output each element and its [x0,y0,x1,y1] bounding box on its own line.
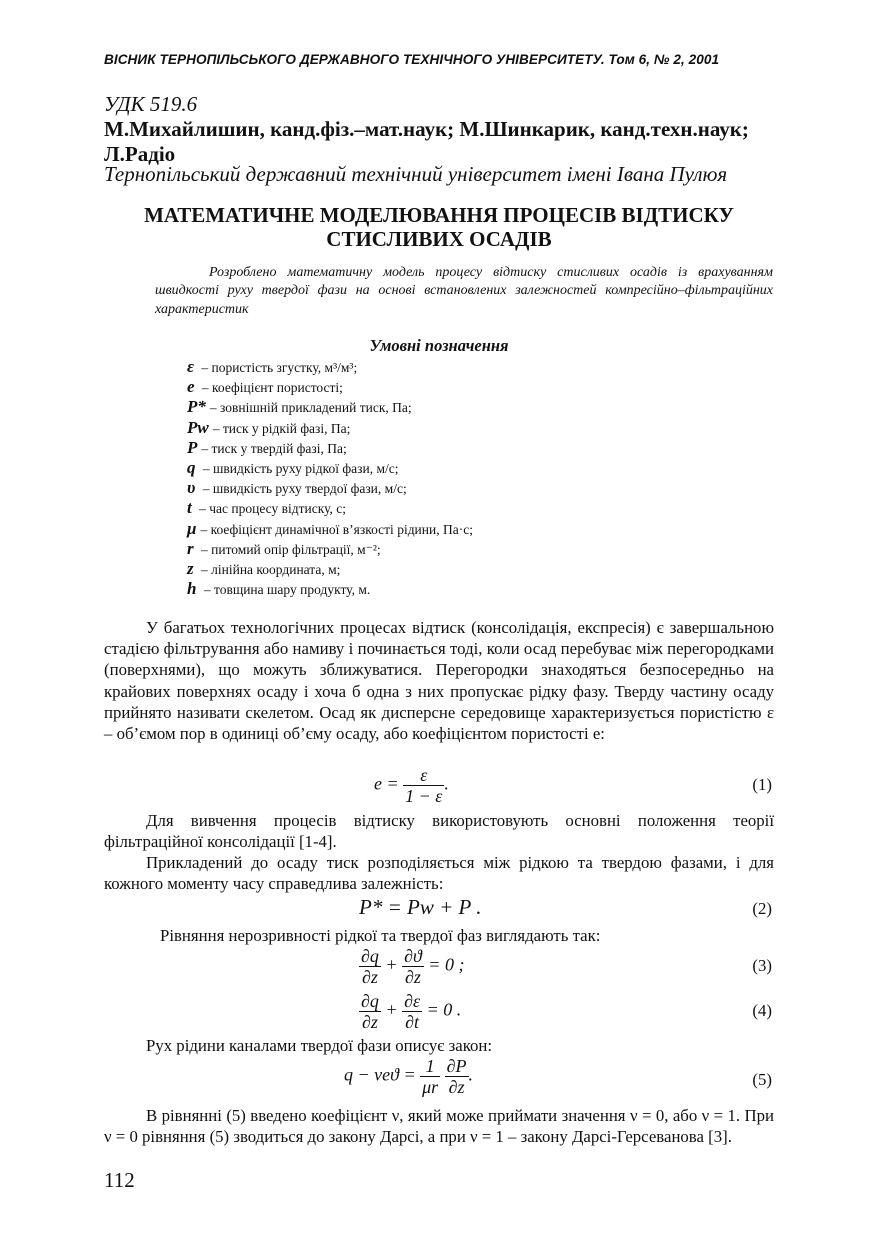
notation-text: – лінійна координата, м; [197,561,341,577]
notation-symbol: e [187,377,195,397]
notation-symbol: h [187,579,197,599]
eq1-fraction [403,765,444,806]
notation-item [187,418,627,438]
paragraph-flow-law: Рух рідини каналами твердої фази описує закон: [146,1036,493,1055]
notation-text: – пористість згустку, м³/м³; [197,360,358,375]
equation-number: (2) [752,899,772,918]
notation-item [187,519,627,539]
affiliation: Тернопільський державний технічний університет імені Івана Пулюя [104,162,728,186]
eq3-a-num: ∂q [361,946,379,966]
eq1-lhs: e = [374,773,399,794]
eq3-b-num: ∂ϑ [404,946,422,966]
notation-text: – питомий опір фільтрації, м⁻²; [197,541,381,557]
notation-item [187,478,627,498]
eq4-b-den: ∂t [405,1012,420,1032]
eq4-tail: = 0 . [426,999,462,1020]
udk-code: УДК 519.6 [104,92,198,116]
eq4-a-den: ∂z [362,1012,378,1032]
eq5-b-num: ∂P [446,1056,467,1076]
notation-text: – товщина шару продукту, м. [200,582,371,598]
equation-number: (5) [752,1070,772,1089]
notation-text: – час процесу відтиску, с; [195,501,346,517]
equation-1 [104,765,774,805]
notation-item [187,458,627,478]
notation-symbol: q [187,457,196,477]
eq3-b-den: ∂z [404,967,421,987]
notation-text: – коефіцієнт пористості; [198,380,343,396]
notation-item [187,559,627,579]
journal-header: ВІСНИК ТЕРНОПІЛЬСЬКОГО ДЕРЖАВНОГО ТЕХНІЧНОГО УНІВЕРСИТЕТУ. Том 6, № 2, 2001 [104,52,720,67]
abstract: Розроблено математичну модель процесу відтиску стисливих осадів із врахуванням швидкості руху твердої фази на основі встановлених залежностей компресійно–фільтраційних характеристик [155,265,773,317]
notation-symbol: μ [187,518,197,538]
paragraph-continuity: Рівняння нерозривності рідкої та твердої фаз виглядають так: [160,926,601,945]
equation-number: (3) [752,956,772,975]
notation-symbol: t [187,498,192,518]
equation-5 [104,1056,774,1096]
notation-list [187,357,627,599]
paragraph-theory: Для вивчення процесів відтиску використовують основні положення теорії фільтраційної консолідації [1-4]. [104,811,774,852]
authors: М.Михайлишин, канд.фіз.–мат.наук; М.Шинкарик, канд.техн.наук; Л.Радіо [104,117,749,166]
eq5-frac-b [445,1056,469,1097]
notation-item [187,539,627,559]
notation-item [187,357,627,377]
notation-symbol: ε [187,357,194,376]
eq4-frac-a [359,991,381,1032]
paragraph-coefficient: В рівнянні (5) введено коефіцієнт ν, який може приймати значення ν = 0, або ν = 1. При ν = 0 рівняння (5) зводиться до закону Дарсі, а при ν = 1 – закону Дарсі-Герсеванова [3]. [104,1106,774,1147]
equation-3: $\frac{\partial q}{\partial z}$ + $\frac{\partial ϑ}{\partial z}$ = 0 ; (3) [361,946,772,987]
notation-symbol: z [187,558,194,578]
notation-item [187,498,627,518]
eq2-expression: P* = Pw + P . [359,895,482,919]
eq4-frac-b [402,991,422,1032]
eq1-den: 1 − ε [405,786,443,806]
notation-symbol: υ [187,478,196,498]
notation-symbol: r [187,538,194,558]
eq3-a-den: ∂z [362,967,378,987]
paragraph-intro: У багатьох технологічних процесах відтиск (консолідація, експресія) є завершальною стадією фільтрування або намиву і починається тоді, коли осад перебуває між перегородками (поверхнями), що можуть зближуватися. Перегородки знаходяться безпосередньо на крайових поверхнях осаду і хоча б одна з них пропускає рідку фазу. Тверду частину осаду прийнято називати скелетом. Осад як дисперсне середовище характеризується пористістю ε – об’ємом пор в одиниці об’єму осаду, або коефіцієнтом пористості e: [104,618,774,744]
eq5-a-num: 1 [420,1056,440,1077]
eq1-num: ε [403,765,444,786]
eq3-frac-a [359,946,381,987]
page-number: 112 [104,1168,135,1192]
eq4-b-num: ∂ε [404,991,421,1011]
notation-text: – тиск у рідкій фазі, Па; [212,420,351,436]
notation-heading: Умовні позначення [369,336,509,355]
notation-item [187,397,627,417]
eq5-frac-a [420,1056,440,1097]
notation-item [187,579,627,599]
eq1-tail: . [444,773,449,794]
notation-symbol: P [187,437,198,457]
eq3-tail: = 0 ; [428,954,465,975]
eq3-frac-b [402,946,424,987]
notation-text: – тиск у твердій фазі, Па; [201,440,347,456]
notation-symbol: Pw [187,417,209,437]
paragraph-pressure: Прикладений до осаду тиск розподіляється між рідкою та твердою фазами, і для кожного моменту часу справедлива залежність: [104,853,774,894]
equation-number: (1) [752,775,772,794]
notation-item [187,377,627,397]
notation-symbol: P* [187,397,206,417]
paper-title: МАТЕМАТИЧНЕ МОДЕЛЮВАННЯ ПРОЦЕСІВ ВІДТИСКУ СТИСЛИВИХ ОСАДІВ [144,203,734,251]
eq5-a-den: μr [422,1077,439,1097]
notation-text: – швидкість руху твердої фази, м/с; [199,481,407,497]
notation-text: – коефіцієнт динамічної в’язкості рідини, Па·с; [200,521,473,537]
eq5-b-den: ∂z [448,1077,465,1097]
eq4-a-num: ∂q [361,991,379,1011]
notation-item [187,438,627,458]
equation-number: (4) [752,1001,772,1020]
eq5-tail: . [468,1064,474,1085]
notation-text: – швидкість руху рідкої фази, м/с; [199,460,399,476]
notation-text: – зовнішній прикладений тиск, Па; [209,400,412,416]
equation-4: $\frac{\partial q}{\partial z}$ + $\frac{\partial\varepsilon}{\partial t}$ = 0 . (4) [361,991,772,1032]
eq5-lhs: q − νeϑ = [344,1064,416,1085]
